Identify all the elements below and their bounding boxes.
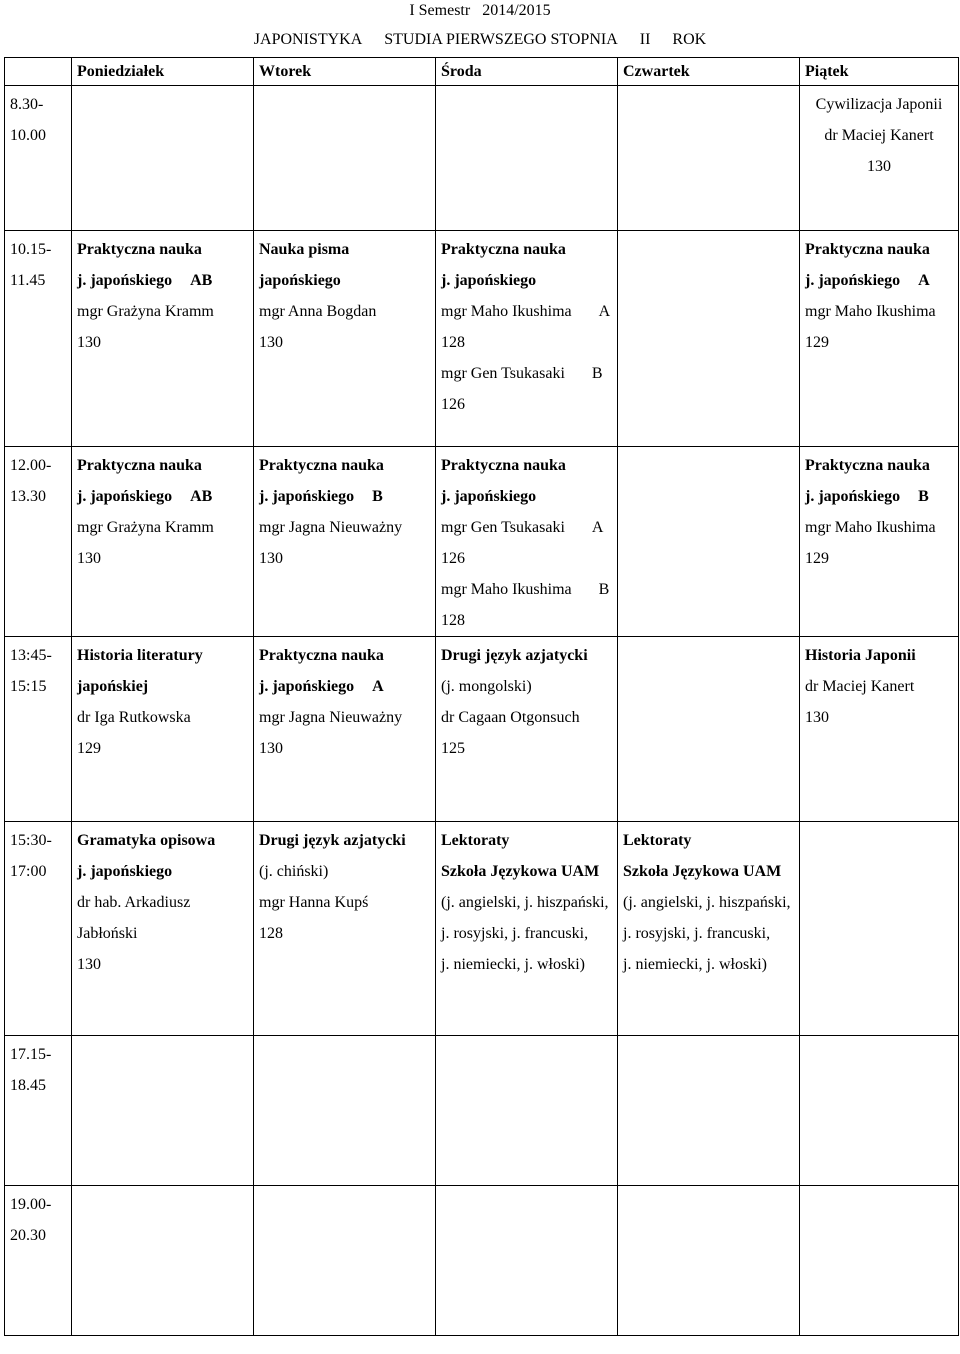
class-line — [441, 949, 617, 980]
class-text: 126 — [441, 550, 465, 567]
class-cell — [72, 86, 254, 231]
class-line — [77, 733, 253, 764]
class-text: Lektoraty — [623, 832, 692, 849]
class-line — [623, 856, 799, 887]
class-line — [77, 543, 253, 574]
time-label: 17.15- — [10, 1046, 52, 1063]
class-text: 129 — [805, 334, 829, 351]
time-label: 13:45- — [10, 647, 52, 664]
class-text: 128 — [441, 334, 465, 351]
class-line — [77, 450, 253, 481]
class-cell — [800, 1036, 959, 1186]
class-text: 130 — [259, 334, 283, 351]
day-header-row — [5, 58, 959, 86]
day-header-5: Piątek — [800, 58, 959, 86]
class-line — [441, 389, 617, 420]
semester-label: I Semestr — [409, 2, 471, 19]
class-line — [805, 481, 958, 512]
class-cell — [618, 447, 800, 637]
time-label: 15:30- — [10, 832, 52, 849]
class-text: dr Maciej Kanert — [805, 678, 915, 695]
time-label: 15:15 — [10, 678, 47, 695]
class-line — [77, 327, 253, 358]
class-line — [259, 671, 435, 702]
time-cell — [5, 822, 72, 1036]
time-slot-row — [5, 1186, 959, 1336]
class-cell — [436, 1186, 618, 1336]
time-label: 18.45 — [10, 1077, 46, 1094]
class-cell — [254, 1036, 436, 1186]
class-text: mgr Gen Tsukasaki — [441, 365, 565, 382]
class-line — [805, 702, 958, 733]
class-cell — [72, 822, 254, 1036]
class-line — [259, 296, 435, 327]
class-cell — [800, 447, 959, 637]
class-text: Praktyczna nauka — [259, 457, 384, 474]
class-text: j. niemiecki, j. włoski) — [623, 956, 767, 973]
class-text: 130 — [259, 550, 283, 567]
class-line — [77, 702, 253, 733]
class-text: dr Cagaan Otgonsuch — [441, 709, 580, 726]
time-label: 19.00- — [10, 1196, 52, 1213]
class-text: 126 — [441, 396, 465, 413]
class-line — [259, 450, 435, 481]
class-text: Praktyczna nauka — [77, 241, 202, 258]
time-header-cell — [5, 58, 72, 86]
class-text: j. japońskiego — [77, 863, 173, 880]
class-line — [805, 89, 958, 120]
year-label: ROK — [672, 31, 707, 48]
class-line — [77, 918, 253, 949]
class-cell — [800, 822, 959, 1036]
class-line — [623, 918, 799, 949]
academic-year: 2014/2015 — [482, 2, 551, 19]
class-cell — [618, 1036, 800, 1186]
class-line — [77, 296, 253, 327]
class-line — [259, 702, 435, 733]
class-line — [259, 512, 435, 543]
time-cell — [5, 86, 72, 231]
class-text: Historia literatury — [77, 647, 203, 664]
class-line — [77, 825, 253, 856]
class-text: j. japońskiego — [441, 488, 537, 505]
group-label: A — [918, 272, 930, 289]
class-text: mgr Jagna Nieuważny — [259, 519, 403, 536]
class-text: j. rosyjski, j. francuski, — [623, 925, 771, 942]
class-line — [441, 856, 617, 887]
class-cell — [618, 822, 800, 1036]
class-cell — [254, 1186, 436, 1336]
group-label: A — [591, 519, 604, 536]
class-line — [441, 733, 617, 764]
time-label: 17:00 — [10, 863, 47, 880]
class-text: mgr Anna Bogdan — [259, 303, 377, 320]
class-cell — [254, 86, 436, 231]
class-cell — [72, 637, 254, 822]
class-cell — [800, 637, 959, 822]
class-text: Cywilizacja Japonii — [815, 96, 943, 113]
class-text: Praktyczna nauka — [441, 457, 566, 474]
class-line — [805, 671, 958, 702]
day-header-3: Środa — [436, 58, 618, 86]
class-text: Nauka pisma — [259, 241, 350, 258]
class-text: (j. chiński) — [259, 863, 329, 880]
group-label: B — [598, 581, 610, 598]
class-text: Historia Japonii — [805, 647, 916, 664]
time-slot-row — [5, 637, 959, 822]
class-line — [805, 296, 958, 327]
class-line — [259, 733, 435, 764]
program-name: JAPONISTYKA — [253, 31, 363, 48]
time-label: 10.15- — [10, 241, 52, 258]
time-label: 12.00- — [10, 457, 52, 474]
semester-header — [0, 2, 960, 20]
class-line — [441, 265, 617, 296]
class-cell — [800, 231, 959, 447]
class-text: 130 — [77, 550, 101, 567]
class-text: j. rosyjski, j. francuski, — [441, 925, 589, 942]
class-text: japońskiej — [77, 678, 149, 695]
class-line — [441, 450, 617, 481]
class-text: Praktyczna nauka — [259, 647, 384, 664]
class-line — [77, 856, 253, 887]
class-text: j. niemiecki, j. włoski) — [441, 956, 585, 973]
time-cell — [5, 1186, 72, 1336]
class-text: 129 — [77, 740, 101, 757]
class-text: Jabłoński — [77, 925, 138, 942]
class-text: mgr Jagna Nieuważny — [259, 709, 403, 726]
class-line — [441, 358, 617, 389]
time-cell — [5, 637, 72, 822]
class-text: j. japońskiego — [77, 272, 173, 289]
class-cell — [436, 86, 618, 231]
class-line — [805, 543, 958, 574]
class-text: mgr Maho Ikushima — [441, 303, 572, 320]
class-cell — [618, 86, 800, 231]
group-label: AB — [190, 272, 213, 289]
class-line — [259, 825, 435, 856]
class-text: j. japońskiego — [259, 488, 355, 505]
class-line — [77, 887, 253, 918]
group-label: B — [591, 365, 603, 382]
class-text: Drugi język azjatycki — [259, 832, 406, 849]
class-line — [441, 481, 617, 512]
class-cell — [618, 231, 800, 447]
class-line — [805, 265, 958, 296]
class-cell — [254, 231, 436, 447]
time-label: 11.45 — [10, 272, 46, 289]
class-line — [623, 949, 799, 980]
class-text: Szkoła Językowa UAM — [441, 863, 600, 880]
class-line — [805, 234, 958, 265]
class-cell — [436, 822, 618, 1036]
class-text: mgr Grażyna Kramm — [77, 303, 214, 320]
class-line — [441, 918, 617, 949]
class-text: dr Iga Rutkowska — [77, 709, 191, 726]
class-line — [441, 640, 617, 671]
time-cell — [5, 231, 72, 447]
class-text: 130 — [805, 709, 829, 726]
group-label: B — [918, 488, 929, 505]
class-line — [805, 512, 958, 543]
time-slot-row — [5, 1036, 959, 1186]
time-slot-row — [5, 822, 959, 1036]
class-text: mgr Maho Ikushima — [805, 519, 936, 536]
class-text: j. japońskiego — [77, 488, 173, 505]
class-line — [77, 481, 253, 512]
group-label: AB — [190, 488, 213, 505]
class-line — [805, 450, 958, 481]
class-text: j. japońskiego — [805, 272, 901, 289]
class-cell — [436, 231, 618, 447]
class-line — [805, 120, 958, 151]
study-level: STUDIA PIERWSZEGO STOPNIA — [384, 31, 618, 48]
class-text: mgr Maho Ikushima — [805, 303, 936, 320]
class-text: 130 — [77, 334, 101, 351]
class-line — [441, 327, 617, 358]
class-text: Praktyczna nauka — [77, 457, 202, 474]
group-label: A — [372, 678, 384, 695]
class-line — [77, 512, 253, 543]
class-line — [441, 543, 617, 574]
time-cell — [5, 1036, 72, 1186]
class-text: j. japońskiego — [259, 678, 355, 695]
class-line — [77, 265, 253, 296]
class-line — [441, 296, 617, 327]
class-line — [441, 887, 617, 918]
class-line — [441, 825, 617, 856]
class-line — [259, 543, 435, 574]
class-cell — [72, 231, 254, 447]
class-text: mgr Gen Tsukasaki — [441, 519, 565, 536]
class-line — [441, 234, 617, 265]
class-text: 129 — [805, 550, 829, 567]
class-text: dr hab. Arkadiusz — [77, 894, 191, 911]
class-text: mgr Maho Ikushima — [441, 581, 572, 598]
class-text: japońskiego — [259, 272, 341, 289]
class-line — [259, 265, 435, 296]
class-cell — [800, 1186, 959, 1336]
class-line — [77, 949, 253, 980]
time-label: 20.30 — [10, 1227, 46, 1244]
class-text: (j. angielski, j. hiszpański, — [441, 894, 609, 911]
class-cell — [436, 1036, 618, 1186]
class-line — [441, 605, 617, 636]
class-line — [77, 234, 253, 265]
day-header-2: Wtorek — [254, 58, 436, 86]
class-line — [805, 327, 958, 358]
class-line — [441, 702, 617, 733]
class-line — [805, 151, 958, 182]
class-cell — [436, 637, 618, 822]
class-text: 130 — [867, 158, 891, 175]
class-line — [77, 671, 253, 702]
class-text: 128 — [259, 925, 283, 942]
class-cell — [800, 86, 959, 231]
class-line — [441, 671, 617, 702]
class-text: j. japońskiego — [805, 488, 901, 505]
class-cell — [72, 1186, 254, 1336]
class-text: j. japońskiego — [441, 272, 537, 289]
time-slot-row — [5, 86, 959, 231]
time-label: 10.00 — [10, 127, 46, 144]
time-label: 13.30 — [10, 488, 46, 505]
class-text: Gramatyka opisowa — [77, 832, 216, 849]
class-cell — [72, 1036, 254, 1186]
class-text: 128 — [441, 612, 465, 629]
class-cell — [254, 637, 436, 822]
class-text: Drugi język azjatycki — [441, 647, 588, 664]
time-slot-row — [5, 231, 959, 447]
class-line — [259, 640, 435, 671]
class-line — [259, 887, 435, 918]
day-header-1: Poniedziałek — [72, 58, 254, 86]
day-header-4: Czwartek — [618, 58, 800, 86]
class-cell — [72, 447, 254, 637]
class-line — [259, 234, 435, 265]
class-text: Szkoła Językowa UAM — [623, 863, 782, 880]
class-line — [805, 640, 958, 671]
class-cell — [618, 1186, 800, 1336]
class-line — [623, 825, 799, 856]
class-cell — [254, 822, 436, 1036]
class-cell — [254, 447, 436, 637]
time-cell — [5, 447, 72, 637]
class-text: mgr Grażyna Kramm — [77, 519, 214, 536]
class-text: (j. mongolski) — [441, 678, 532, 695]
class-line — [77, 640, 253, 671]
class-text: mgr Hanna Kupś — [259, 894, 369, 911]
class-text: 130 — [77, 956, 101, 973]
class-text: Praktyczna nauka — [805, 457, 930, 474]
class-text: dr Maciej Kanert — [824, 127, 934, 144]
class-line — [259, 481, 435, 512]
class-cell — [436, 447, 618, 637]
class-text: Praktyczna nauka — [441, 241, 566, 258]
class-line — [623, 887, 799, 918]
program-header — [0, 31, 960, 49]
class-line — [259, 918, 435, 949]
class-text: 125 — [441, 740, 465, 757]
year-number: II — [639, 31, 651, 48]
schedule-table — [4, 57, 959, 1336]
class-line — [441, 574, 617, 605]
class-cell — [618, 637, 800, 822]
class-text: Praktyczna nauka — [805, 241, 930, 258]
group-label: A — [598, 303, 611, 320]
class-line — [259, 327, 435, 358]
class-text: Lektoraty — [441, 832, 510, 849]
class-line — [441, 512, 617, 543]
time-slot-row — [5, 447, 959, 637]
class-text: 130 — [259, 740, 283, 757]
time-label: 8.30- — [10, 96, 44, 113]
class-text: (j. angielski, j. hiszpański, — [623, 894, 791, 911]
group-label: B — [372, 488, 383, 505]
class-line — [259, 856, 435, 887]
